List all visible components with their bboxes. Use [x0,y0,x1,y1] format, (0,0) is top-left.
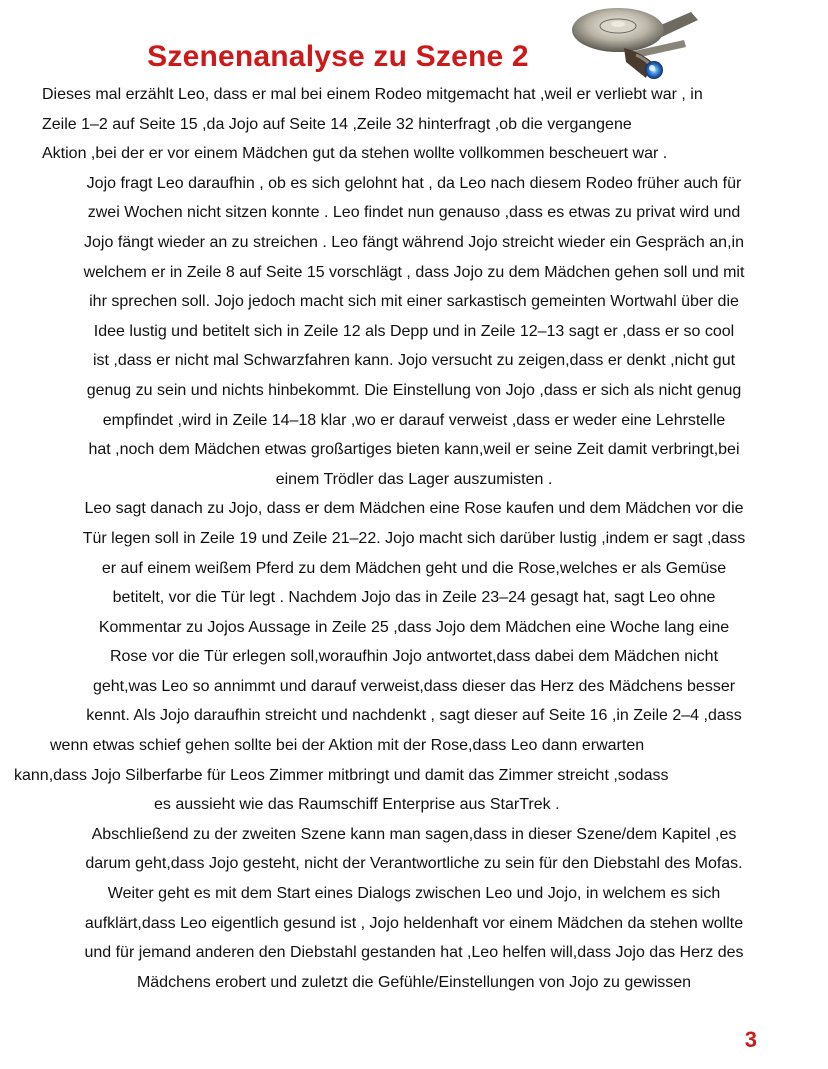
text-line: ist ,dass er nicht mal Schwarzfahren kann. Jojo versucht zu zeigen,dass er denkt ,nicht gut [92,352,736,370]
text-line: kennt. Als Jojo daraufhin streicht und nachdenkt , sagt dieser auf Seite 16 ,in Zeile 2–4 ,dass [86,707,742,725]
page-number: 3 [744,1027,757,1052]
text-line: empfindet ,wird in Zeile 14–18 klar ,wo er darauf verweist ,dass er weder eine Lehrstelle [102,411,726,429]
text-line: zwei Wochen nicht sitzen konnte . Leo findet nun genauso ,dass es etwas zu privat wird und [87,204,741,222]
text-line: Mädchens erobert und zuletzt die Gefühle/Einstellungen von Jojo zu gewissen [136,973,692,991]
text-line: und für jemand anderen den Diebstahl gestanden hat ,Leo helfen will,dass Jojo das Herz des [84,944,744,962]
text-line: ihr sprechen soll. Jojo jedoch macht sich mit einer sarkastisch gemeinten Wortwahl über die [89,293,739,311]
text-line: er auf einem weißem Pferd zu dem Mädchen geht und die Rose,welches er als Gemüse [101,559,727,577]
page-title: Szenenanalyse zu Szene 2 [147,40,529,73]
text-line: betitelt, vor die Tür legt . Nachdem Jojo das in Zeile 23–24 gesagt hat, sagt Leo ohne [112,589,716,607]
text-line: Tür legen soll in Zeile 19 und Zeile 21–22. Jojo macht sich darüber lustig ,indem er sagt ,dass [82,529,746,547]
text-line: Jojo fragt Leo daraufhin , ob es sich gelohnt hat , da Leo nach diesem Rodeo früher auch für [86,174,742,192]
text-line: Idee lustig und betitelt sich in Zeile 12 als Depp und in Zeile 12–13 sagt er ,dass er so cool [93,322,735,340]
text-line: darum geht,dass Jojo gesteht, nicht der Verantwortliche zu sein für den Diebstahl des Mofas. [85,855,743,873]
text-line: hat ,noch dem Mädchen etwas großartiges bieten kann,weil er seine Zeit damit verbringt,bei [88,441,740,459]
text-line: Weiter geht es mit dem Start eines Dialogs zwischen Leo und Jojo, in welchem es sich [107,885,721,903]
text-line: Kommentar zu Jojos Aussage in Zeile 25 ,dass Jojo dem Mädchen eine Woche lang eine [98,618,730,636]
text-line: kann,dass Jojo Silberfarbe für Leos Zimmer mitbringt und damit das Zimmer streicht ,sodass [14,766,669,784]
text-line: Dieses mal erzählt Leo, dass er mal bei einem Rodeo mitgemacht hat ,weil er verliebt war , in [42,86,703,103]
text-line: Abschließend zu der zweiten Szene kann man sagen,dass in dieser Szene/dem Kapitel ,es [91,825,737,843]
text-line: Jojo fängt wieder an zu streichen . Leo fängt während Jojo streicht wieder ein Gespräch an,in [84,233,744,251]
text-line: wenn etwas schief gehen sollte bei der Aktion mit der Rose,dass Leo dann erwarten [50,737,645,755]
text-line: es aussieht wie das Raumschiff Enterprise aus StarTrek . [154,796,560,814]
analysis-text [10,80,818,997]
text-line: Aktion ,bei der er vor einem Mädchen gut da stehen wollte vollkommen bescheuert war . [42,145,668,163]
text-line: Zeile 1–2 auf Seite 15 ,da Jojo auf Seite 14 ,Zeile 32 hinterfragt ,ob die vergangene [42,115,632,133]
text-line: genug zu sein und nichts hinbekommt. Die Einstellung von Jojo ,dass er sich als nicht genug [86,381,742,399]
text-line: aufklärt,dass Leo eigentlich gesund ist , Jojo heldenhaft vor einem Mädchen da stehen wollte [84,914,744,932]
text-line: einem Trödler das Lager auszumisten . [275,470,553,488]
text-line: Leo sagt danach zu Jojo, dass er dem Mädchen eine Rose kaufen und dem Mädchen vor die [84,500,744,518]
text-line: Rose vor die Tür erlegen soll,woraufhin Jojo antwortet,dass dabei dem Mädchen nicht [109,648,719,666]
text-line: geht,was Leo so annimmt und darauf verweist,dass dieser das Herz des Mädchens besser [92,677,736,695]
text-line: welchem er in Zeile 8 auf Seite 15 vorschlägt , dass Jojo zu dem Mädchen gehen soll und mit [83,263,745,281]
